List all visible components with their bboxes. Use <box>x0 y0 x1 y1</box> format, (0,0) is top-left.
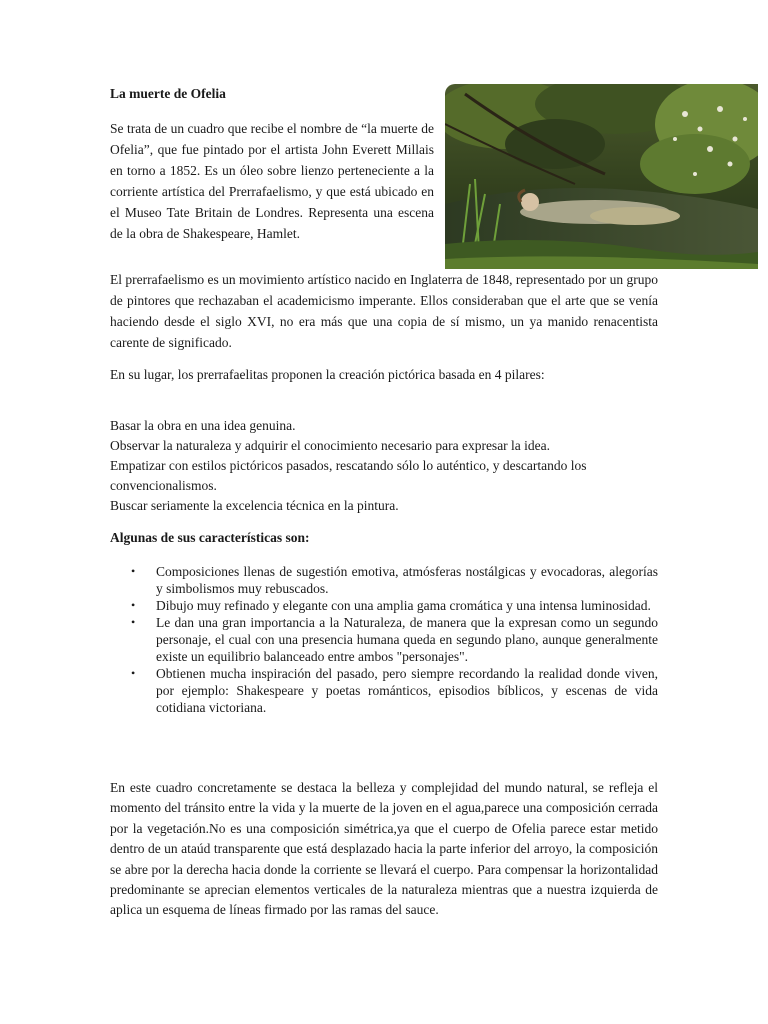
bullet-icon: • <box>131 598 136 612</box>
feature-item <box>110 563 658 597</box>
feature-text: Composiciones llenas de sugestión emotiva, atmósferas nostálgicas y evocadoras, alegorías y simbolismos muy rebuscados. <box>156 564 658 596</box>
paragraph-prerrafaelismo: El prerrafaelismo es un movimiento artístico nacido en Inglaterra de 1848, representado por un grupo de pintores que rechazaban el academicismo imperante. Ellos consideraban que el arte que se venía haciendo desde el siglo XVI, no era más que una copia de sí mismo, un ya manido renacentista carente de significado. <box>110 272 658 350</box>
features-heading: Algunas de sus características son: <box>110 530 310 545</box>
feature-item <box>110 614 658 665</box>
bullet-icon: • <box>131 564 136 578</box>
bullet-icon: • <box>131 615 136 629</box>
pillar-item: Basar la obra en una idea genuina. <box>110 418 296 433</box>
bullet-icon: • <box>131 666 136 680</box>
feature-text: Dibujo muy refinado y elegante con una amplia gama cromática y una intensa luminosidad. <box>156 598 651 613</box>
feature-item <box>110 597 658 614</box>
pillars-list <box>110 416 658 516</box>
feature-text: Obtienen mucha inspiración del pasado, pero siempre recordando la realidad donde viven, por ejemplo: Shakespeare y poetas románticos, episodios bíblicos, y escenas de vida cotidiana victoriana. <box>156 666 658 715</box>
pillar-item: Observar la naturaleza y adquirir el conocimiento necesario para expresar la idea. <box>110 438 551 453</box>
document-title: La muerte de Ofelia <box>110 86 226 101</box>
feature-item <box>110 665 658 716</box>
pillar-item: Buscar seriamente la excelencia técnica en la pintura. <box>110 498 399 513</box>
pillar-item: Empatizar con estilos pictóricos pasados, rescatando sólo lo auténtico, y descartando los convencionalismos. <box>110 458 587 493</box>
features-list <box>110 563 658 716</box>
intro-paragraph: Se trata de un cuadro que recibe el nombre de “la muerte de Ofelia”, que fue pintado por el artista John Everett Millais en torno a 1852. Es un óleo sobre lienzo perteneciente a la corriente artística del Prerrafaelismo, y que está ubicado en el Museo Tate Britain de Londres. Representa una escena de la obra de Shakespeare, Hamlet. <box>110 121 434 241</box>
feature-text: Le dan una gran importancia a la Naturaleza, de manera que la expresan como un segundo personaje, el cual con una presencia humana queda en segundo plano, aunque generalmente existe un equilibrio balanceado entre ambos "personajes". <box>156 615 658 664</box>
paragraph-pilares-intro: En su lugar, los prerrafaelitas proponen la creación pictórica basada en 4 pilares: <box>110 367 545 382</box>
ophelia-painting-image <box>445 84 758 269</box>
closing-paragraph: En este cuadro concretamente se destaca la belleza y complejidad del mundo natural, se refleja el momento del tránsito entre la vida y la muerte de la joven en el agua,parece una composición cerrada por la vegetación.No es una composición simétrica,ya que el cuerpo de Ofelia parece estar metido dentro de un ataúd transparente que está desplazado hacia la parte inferior del arroyo, la composición se abre por la derecha hacia donde la corriente se llevará el cuerpo. Para compensar la horizontalidad predominante se aprecian elementos verticales de la naturaleza mientras que a nuestra izquierda de aplica un esquema de líneas firmado por las ramas del sauce. <box>110 780 658 918</box>
